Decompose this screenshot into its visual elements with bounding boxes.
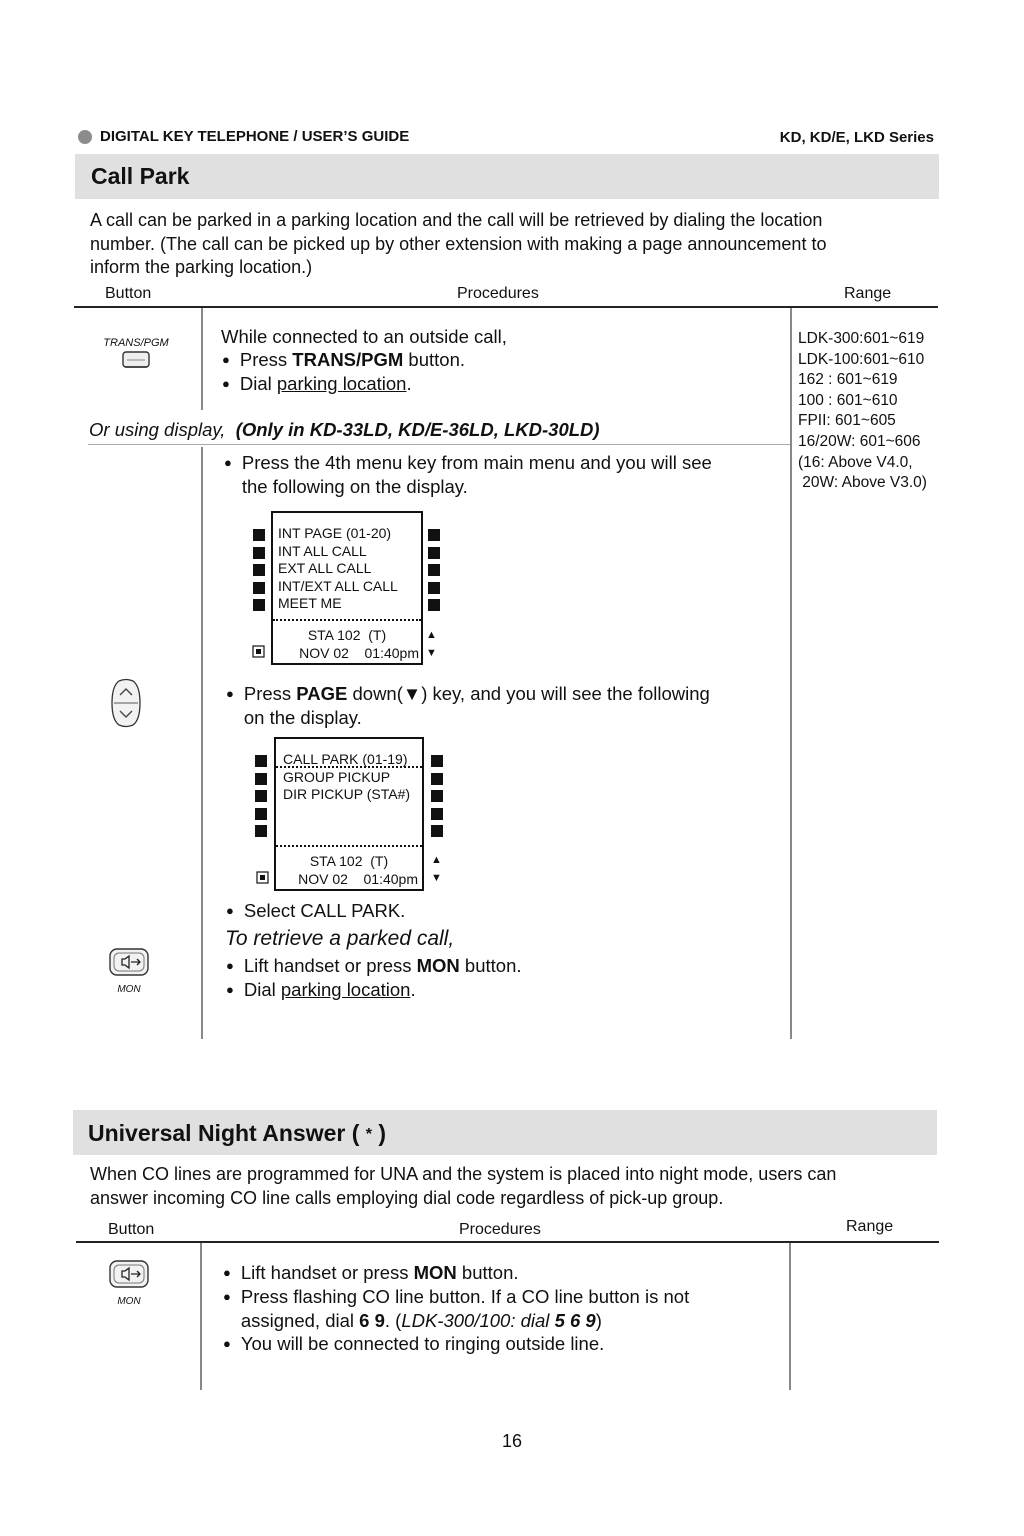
bullet-icon: ●: [226, 903, 234, 918]
step-press-trans-pgm: [222, 348, 465, 372]
column-header-range: Range: [846, 1218, 894, 1235]
step-text: Press PAGE down(▼) key, and you will see the following on the display.: [243, 683, 710, 728]
column-divider: [201, 447, 203, 1039]
scroll-up-icon: ▲: [426, 629, 437, 641]
step-text: Press the 4th menu key from main menu and you will see the following on the display.: [241, 452, 712, 497]
step-text: Press flashing CO line button. If a CO line button is not assigned, dial 6 9. (LDK-300/100: dial 5 6 9): [240, 1286, 690, 1331]
range-list: [798, 329, 927, 494]
intro-line: When CO lines are programmed for UNA and the system is placed into night mode, users can: [90, 1164, 837, 1184]
header-series: KD, KD/E, LKD Series: [779, 129, 934, 146]
menu-key-icon[interactable]: [431, 825, 443, 837]
column-header-button: Button: [105, 285, 152, 302]
retrieve-heading: To retrieve a parked call,: [225, 927, 455, 950]
step-text: Dial parking location.: [243, 979, 416, 1000]
lcd-right-keys: [431, 755, 443, 837]
menu-key-icon[interactable]: [255, 825, 267, 837]
header-title: DIGITAL KEY TELEPHONE / USER’S GUIDE: [100, 128, 410, 145]
una-intro: [90, 1163, 950, 1210]
una-step-3: [223, 1332, 604, 1356]
column-divider: [201, 308, 203, 410]
intro-line: A call can be parked in a parking location and the call will be retrieved by dialing the location: [90, 210, 823, 230]
running-header-left: [78, 128, 409, 145]
page-key-icon: [109, 678, 143, 728]
lcd-status-line: NOV 02 01:40pm: [298, 871, 418, 887]
step-text: Lift handset or press MON button.: [240, 1262, 519, 1283]
mon-key: [106, 946, 152, 995]
step-text: Press TRANS/PGM button.: [239, 349, 466, 370]
step-dial-location: [222, 372, 412, 396]
menu-key-icon[interactable]: [253, 582, 265, 594]
range-line: LDK-100:601~610: [798, 350, 925, 368]
range-line: 100 : 601~610: [798, 391, 898, 409]
section-title-una: Universal Night Answer ( * ): [88, 1120, 387, 1146]
column-header-range: Range: [844, 285, 892, 302]
bullet-dot-icon: [78, 130, 92, 144]
lcd-line: INT/EXT ALL CALL: [278, 577, 398, 594]
lcd-divider: [273, 619, 421, 621]
lcd-line: CALL PARK (01-19): [283, 751, 408, 767]
bullet-icon: ●: [224, 455, 232, 470]
lcd-display-2: [274, 737, 424, 891]
lcd-right-keys: [428, 529, 440, 611]
lcd-line: INT ALL CALL: [278, 542, 367, 559]
lcd-line: DIR PICKUP (STA#): [283, 786, 411, 802]
una-step-2: [223, 1285, 689, 1332]
step-text: Dial parking location.: [239, 373, 412, 394]
bullet-icon: ●: [226, 958, 234, 973]
menu-key-icon[interactable]: [253, 547, 265, 559]
hold-key-icon: [252, 645, 266, 659]
speaker-button-icon: [107, 1258, 151, 1290]
lcd-line: INT PAGE (01-20): [278, 525, 392, 541]
column-header-button: Button: [108, 1221, 155, 1238]
display-heading-rule: [88, 444, 790, 445]
range-line: FPII: 601~605: [798, 412, 896, 430]
range-line: (16: Above V4.0,: [798, 453, 913, 471]
bullet-icon: ●: [222, 352, 230, 367]
column-header-procedures: Procedures: [459, 1221, 541, 1238]
range-line: 16/20W: 601~606: [798, 432, 921, 450]
column-divider: [790, 308, 792, 1039]
display-step-1: [224, 451, 712, 498]
menu-key-icon[interactable]: [253, 529, 265, 541]
lcd-line: GROUP PICKUP: [283, 768, 391, 785]
trans-pgm-key: [100, 337, 172, 375]
lcd-display-1: [271, 511, 423, 665]
speaker-button-icon: [107, 946, 151, 978]
bullet-icon: ●: [223, 1336, 231, 1351]
column-header-procedures: Procedures: [457, 285, 539, 302]
step-text: You will be connected to ringing outside line.: [240, 1333, 605, 1354]
menu-key-icon[interactable]: [431, 808, 443, 820]
menu-key-icon[interactable]: [255, 755, 267, 767]
scroll-up-icon: ▲: [431, 854, 442, 866]
mon-key: [106, 1258, 152, 1307]
lcd-status-line: STA 102 (T): [307, 627, 387, 643]
lcd-status-line: NOV 02 01:40pm: [299, 645, 419, 661]
menu-key-icon[interactable]: [255, 790, 267, 802]
mon-label: MON: [117, 984, 141, 995]
scroll-down-icon: ▼: [426, 647, 437, 659]
star-icon: *: [365, 1126, 372, 1143]
scroll-down-icon: ▼: [431, 872, 442, 884]
page-step: [226, 682, 710, 729]
menu-key-icon[interactable]: [431, 773, 443, 785]
trans-pgm-label: TRANS/PGM: [103, 337, 169, 349]
lcd-left-keys: [255, 755, 267, 837]
lcd-line: EXT ALL CALL: [278, 560, 372, 576]
menu-key-icon[interactable]: [255, 773, 267, 785]
column-divider: [200, 1243, 202, 1390]
lcd-menu: [276, 739, 422, 804]
menu-key-icon[interactable]: [431, 790, 443, 802]
bullet-icon: ●: [226, 982, 234, 997]
hold-key-icon: [256, 871, 270, 885]
menu-key-icon[interactable]: [428, 582, 440, 594]
menu-key-icon[interactable]: [428, 529, 440, 541]
range-line: 20W: Above V3.0): [798, 474, 927, 492]
menu-key-icon[interactable]: [428, 547, 440, 559]
section-band-call-park: [75, 154, 939, 199]
intro-line: inform the parking location.): [90, 257, 313, 277]
section-title-call-park: Call Park: [91, 163, 190, 189]
lcd-line: MEET ME: [278, 595, 342, 611]
bullet-icon: ●: [222, 376, 230, 391]
lcd-divider: [276, 845, 422, 847]
table-top-rule: [74, 306, 938, 308]
bullet-icon: ●: [226, 686, 234, 701]
step-text: Lift handset or press MON button.: [243, 955, 522, 976]
retrieve-step-2: [226, 978, 416, 1002]
table-top-rule: [76, 1241, 939, 1243]
bullet-icon: ●: [223, 1289, 231, 1304]
range-line: 162 : 601~619: [798, 371, 898, 389]
select-step: [226, 899, 405, 923]
intro-line: number. (The call can be picked up by other extension with making a page announcement to: [90, 233, 827, 254]
lcd-menu: [273, 513, 421, 613]
trans-pgm-button-icon: [121, 350, 151, 370]
intro-line: answer incoming CO line calls employing dial code regardless of pick-up group.: [90, 1187, 724, 1208]
bullet-icon: ●: [223, 1265, 231, 1280]
menu-key-icon[interactable]: [428, 564, 440, 576]
retrieve-step-1: [226, 954, 522, 978]
menu-key-icon[interactable]: [253, 599, 265, 611]
mon-label: MON: [117, 1296, 141, 1307]
menu-key-icon[interactable]: [253, 564, 265, 576]
lcd-cursor-line: [276, 766, 422, 768]
range-line: LDK-300:601~619: [798, 330, 925, 347]
step-intro: While connected to an outside call,: [221, 326, 507, 347]
call-park-intro: [90, 209, 950, 280]
menu-key-icon[interactable]: [431, 755, 443, 767]
menu-key-icon[interactable]: [255, 808, 267, 820]
menu-key-icon[interactable]: [428, 599, 440, 611]
page-number: 16: [501, 1431, 523, 1451]
display-heading: Or using display, (Only in KD-33LD, KD/E-36LD, LKD-30LD): [89, 419, 600, 440]
una-step-1: [223, 1261, 519, 1285]
lcd-left-keys: [253, 529, 265, 611]
lcd-status-line: STA 102 (T): [309, 853, 389, 869]
column-divider: [789, 1243, 791, 1390]
step-text: Select CALL PARK.: [243, 900, 406, 921]
